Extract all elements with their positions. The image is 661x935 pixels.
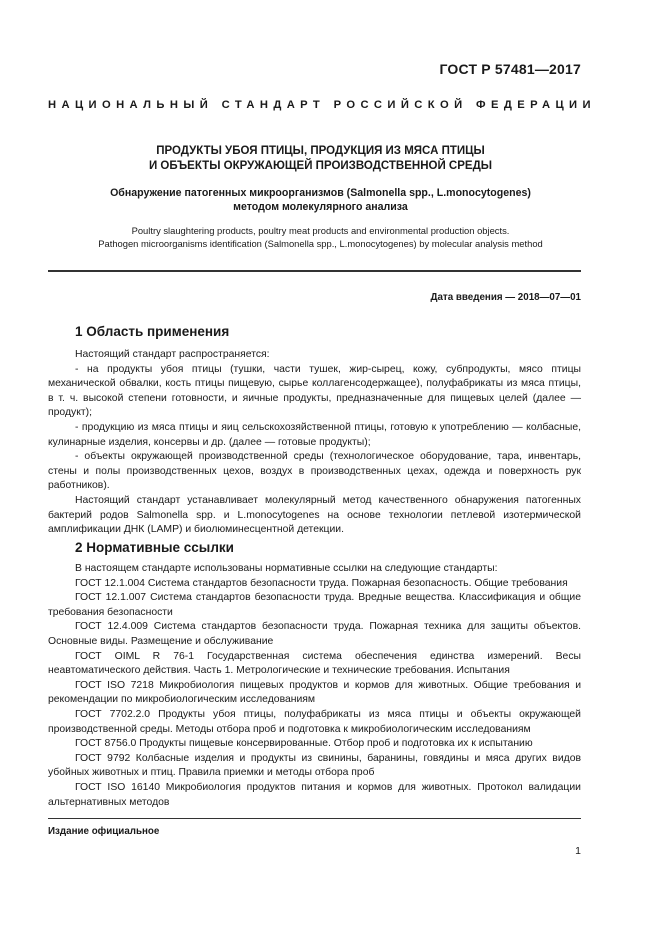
title-ru-line-1: ПРОДУКТЫ УБОЯ ПТИЦЫ, ПРОДУКЦИЯ ИЗ МЯСА ПТИЦЫ [156,145,485,157]
paragraph: Настоящий стандарт устанавливает молекулярный метод качественного обнаружения патогенных бактерий родов Salmonella spp. и L.monocytogenes на основе технологии петлевой изотермической амплификации ДНК (LAMP) и биолюминесцентной детекции. [48,494,581,536]
official-edition-label: Издание официальное [48,826,160,837]
footer-divider [48,818,581,819]
title-ru [60,144,581,174]
introduction-date: Дата введения — 2018—07—01 [430,292,581,303]
subtitle-ru-line-1: Обнаружение патогенных микроорганизмов (Salmonella spp., L.monocytogenes) [110,187,531,199]
title-en [60,224,581,250]
section-1-body [48,348,581,538]
title-ru-line-2: И ОБЪЕКТЫ ОКРУЖАЮЩЕЙ ПРОИЗВОДСТВЕННОЙ СРЕДЫ [148,160,493,172]
paragraph: - на продукты убоя птицы (тушки, части тушек, жир-сырец, кожу, субпродукты, мясо птицы механической обвалки, кость птицы пищевую, сырье коллагенсодержащее), полуфабрикаты из мяса птицы, в т. ч. высокой степени готовности, и яичные продукты, предназначенные для пищевых целей (далее — продукт); [48,363,581,419]
section-2-body [48,562,581,810]
paragraph: В настоящем стандарте использованы нормативные ссылки на следующие стандарты: [75,563,498,574]
title-divider [48,270,581,272]
reference-item: ГОСТ OIML R 76-1 Государственная система обеспечения единства измерений. Весы неавтоматического действия. Часть 1. Метрологические и технические требования. Испытания [48,650,581,677]
title-en-line-1: Poultry slaughtering products, poultry meat products and environmental production objects. [131,225,510,236]
paragraph: Настоящий стандарт распространяется: [75,349,270,360]
reference-item: ГОСТ ISO 7218 Микробиология пищевых продуктов и кормов для животных. Общие требования и рекомендации по микробиологическим исследованиям [48,679,581,706]
reference-item: ГОСТ ISO 16140 Микробиология продуктов питания и кормов для животных. Протокол валидации альтернативных методов [48,781,581,808]
reference-item: ГОСТ 12.1.004 Система стандартов безопасности труда. Пожарная безопасность. Общие требования [75,577,568,589]
reference-item: ГОСТ 7702.2.0 Продукты убоя птицы, полуфабрикаты из мяса птицы и объекты окружающей производственной среды. Методы отбора проб и подготовка к микробиологическим исследованиям [48,708,581,735]
reference-item: ГОСТ 12.1.007 Система стандартов безопасности труда. Вредные вещества. Классификация и общие требования безопасности [48,592,581,618]
subtitle-ru [60,186,581,214]
paragraph: - продукцию из мяса птицы и яиц сельскохозяйственной птицы, готовую к употреблению — колбасные, кулинарные изделия, консервы и др. (далее — готовые продукты); [48,421,581,448]
paragraph: - объекты окружающей производственной среды (технологическое оборудование, тара, инвентарь, стены и полы производственных цехов, воздух в производственных цехах, одежда и поверхность рук работников). [48,451,581,492]
reference-item: ГОСТ 12.4.009 Система стандартов безопасности труда. Пожарная техника для защиты объектов. Основные виды. Размещение и обслуживание [48,621,581,647]
title-en-line-2: Pathogen microorganisms identification (Salmonella spp., L.monocytogenes) by molecular analysis method [98,238,543,249]
section-1-heading: 1 Область применения [75,324,230,339]
standard-number: ГОСТ Р 57481—2017 [439,61,581,77]
reference-item: ГОСТ 8756.0 Продукты пищевые консервированные. Отбор проб и подготовка их к испытанию [75,738,533,750]
national-standard-banner: НАЦИОНАЛЬНЫЙ СТАНДАРТ РОССИЙСКОЙ ФЕДЕРАЦИИ [48,99,596,111]
subtitle-ru-line-2: методом молекулярного анализа [233,201,408,213]
page-number: 1 [575,845,581,857]
section-2-heading: 2 Нормативные ссылки [75,540,234,555]
reference-item: ГОСТ 9792 Колбасные изделия и продукты из свинины, баранины, говядины и мяса других видов убойных животных и птиц. Правила приемки и методы отбора проб [48,752,581,779]
